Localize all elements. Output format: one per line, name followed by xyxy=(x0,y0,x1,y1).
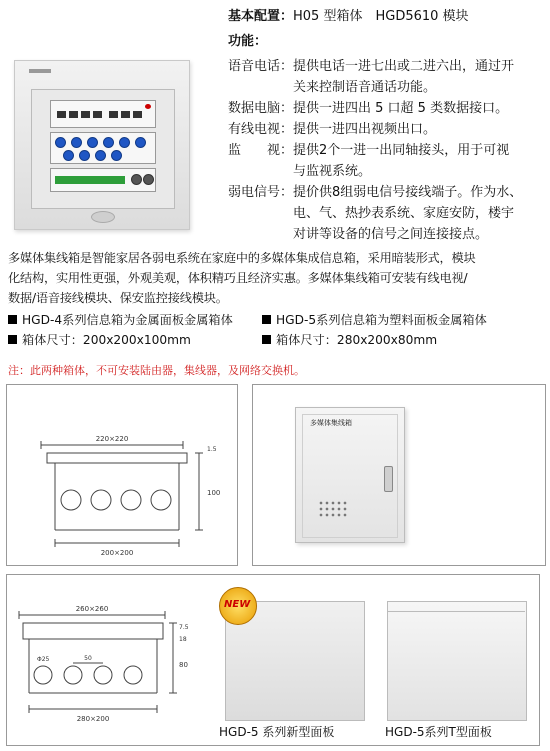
config-value: H05 型箱体 HGD5610 模块 xyxy=(293,9,469,24)
feature-text: 提供一进四出视频出口。 xyxy=(293,122,437,137)
technical-drawing-hgd4 xyxy=(7,385,237,565)
new-panel-photo xyxy=(219,587,369,737)
description xyxy=(8,248,548,308)
vent-holes xyxy=(318,500,348,518)
new-panel-caption: HGD-5 系列新型面板 xyxy=(219,725,335,739)
dim-top: 260×260 xyxy=(75,605,109,613)
feature-list xyxy=(228,56,546,245)
feature-text: 对讲等设备的信号之间连接接点。 xyxy=(293,227,489,242)
tv-module xyxy=(50,132,156,164)
hgd5-title: HGD-5系列信息箱为塑料面板金属箱体 xyxy=(276,313,487,327)
config-line xyxy=(228,6,469,27)
description-line: 化结构，实用性更强，外观美观，体积精巧且经济实惠。多媒体集线箱可安装有线电视/ xyxy=(8,271,468,285)
front-photo-hgd4 xyxy=(252,384,546,566)
config-label: 基本配置： xyxy=(228,9,294,24)
dim-side-top: 7.5 xyxy=(179,624,189,631)
dim-bottom: 200×200 xyxy=(100,549,134,557)
feature-text: 与监视系统。 xyxy=(293,164,372,179)
feature-item xyxy=(228,182,546,245)
feature-item xyxy=(228,140,546,182)
feature-text: 提供一进四出 5 口超 5 类数据接口。 xyxy=(293,101,509,116)
box-title: 多媒体集线箱 xyxy=(310,419,352,427)
feature-label: 有线电视： xyxy=(228,122,294,137)
brand-mark xyxy=(29,69,51,73)
terminal-module xyxy=(50,168,156,192)
dim-hole: Φ25 xyxy=(37,656,50,663)
product-photo xyxy=(14,60,190,230)
description-line: 数据/语音接线模块、保安监控接线模块。 xyxy=(8,291,228,305)
phone-data-module xyxy=(50,100,156,128)
feature-item xyxy=(228,119,546,140)
latch xyxy=(91,211,115,223)
panel-body xyxy=(387,601,527,721)
function-label: 功能： xyxy=(228,34,268,49)
feature-item xyxy=(228,98,546,119)
hgd5-section xyxy=(6,574,540,746)
feature-text: 关来控制语音通话功能。 xyxy=(293,80,437,95)
panel-divider xyxy=(387,611,525,612)
hgd4-spec xyxy=(8,310,233,350)
box-front xyxy=(295,407,405,543)
feature-item xyxy=(228,56,546,98)
description-line: 多媒体集线箱是智能家居各弱电系统在家庭中的多媒体集成信息箱，采用暗装形式，模块 xyxy=(8,251,476,265)
feature-label: 监 视： xyxy=(228,143,294,158)
dim-side: 80 xyxy=(179,661,188,669)
bullet-square-icon xyxy=(262,335,271,344)
hgd4-size: 箱体尺寸：200x200x100mm xyxy=(22,333,191,347)
new-badge-text: NEW xyxy=(224,599,251,610)
t-panel-caption: HGD-5系列T型面板 xyxy=(385,725,492,739)
technical-drawing-hgd5 xyxy=(7,575,207,745)
hgd5-size: 箱体尺寸：280x200x80mm xyxy=(276,333,438,347)
dim-top: 220×220 xyxy=(95,435,129,443)
feature-label: 数据电脑： xyxy=(228,101,294,116)
feature-text: 提供电话一进七出或二进六出，通过开 xyxy=(293,59,515,74)
dim-mid: 50 xyxy=(84,655,92,662)
handle xyxy=(384,466,393,492)
feature-text: 提价供8组弱电信号接线端子。作为水、 xyxy=(293,185,523,200)
dim-side-top: 1.5 xyxy=(207,446,217,453)
dim-side: 100 xyxy=(207,489,221,497)
drawing-hgd4 xyxy=(6,384,238,566)
feature-label: 语音电话： xyxy=(228,59,294,74)
warning-note: 注：此两种箱体，不可安装陆由器，集线器，及网络交换机。 xyxy=(8,364,305,377)
feature-text: 电、气、热抄表系统、家庭安防，楼宇 xyxy=(293,206,515,221)
box-interior xyxy=(31,89,175,209)
bullet-square-icon xyxy=(8,315,17,324)
dim-bottom: 280×200 xyxy=(76,715,110,723)
hgd5-spec xyxy=(262,310,487,350)
dim-side-mid: 18 xyxy=(179,636,187,643)
feature-label: 弱电信号： xyxy=(228,185,294,200)
bullet-square-icon xyxy=(8,335,17,344)
bullet-square-icon xyxy=(262,315,271,324)
hgd4-title: HGD-4系列信息箱为金属面板金属箱体 xyxy=(22,313,233,327)
new-badge-icon xyxy=(219,587,257,625)
feature-text: 提供2个一进一出同轴接头，用于可视 xyxy=(293,143,510,158)
t-panel-photo xyxy=(381,587,531,737)
